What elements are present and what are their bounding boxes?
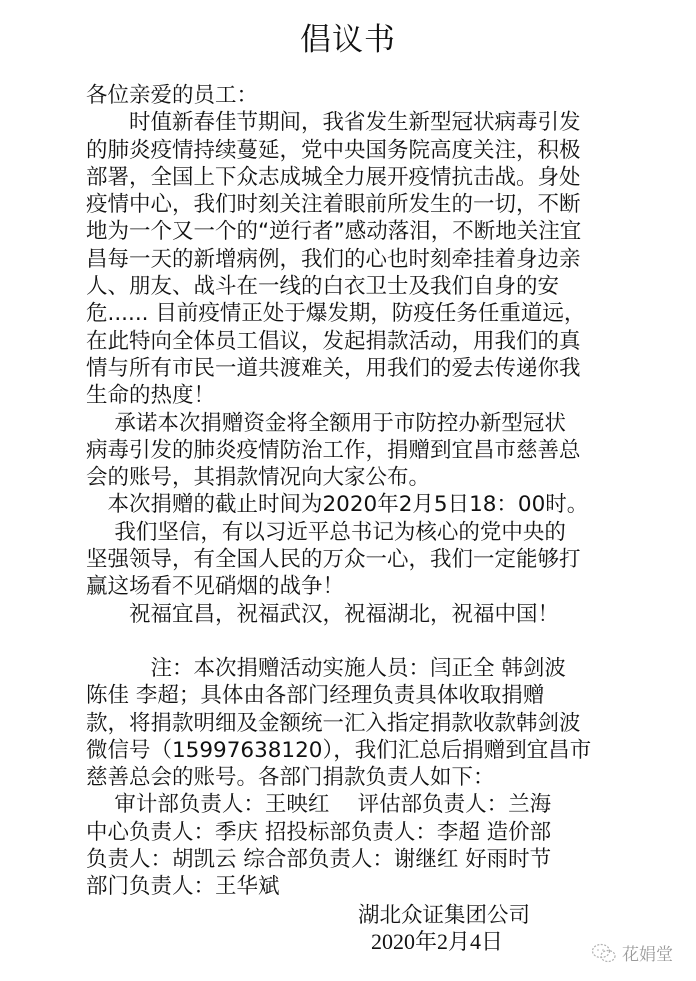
spacer	[86, 628, 616, 655]
body-line: 在此特向全体员工倡议，发起捐款活动，用我们的真	[86, 328, 581, 354]
watermark	[591, 940, 673, 965]
body-line: 人、朋友、战斗在一线的白衣卫士及我们自身的安	[86, 274, 560, 300]
body-line: 赢这场看不见硝烟的战争！	[86, 574, 345, 600]
note-line: 陈佳 李超；具体由各部门经理负责具体收取捐赠	[86, 683, 545, 709]
main-paragraphs	[86, 109, 616, 628]
note-line: 微信号（15997638120），我们汇总后捐赠到宜昌市	[86, 737, 592, 763]
note-line: 审计部负责人：王映红 评估部负责人：兰海	[86, 792, 552, 818]
note-line: 部门负责人：王华斌	[86, 874, 280, 900]
document-title: 倡议书	[300, 22, 396, 58]
body-line: 危...... 目前疫情正处于爆发期，防疫任务任重道远，	[86, 301, 586, 327]
note-line: 负责人：胡凯云 综合部负责人：谢继红 好雨时节	[86, 847, 552, 873]
body-line: 情与所有市民一道共渡难关，用我们的爱去传递你我	[86, 355, 581, 381]
body-line: 部署，全国上下众志成城全力展开疫情抗击战。身处	[86, 164, 581, 190]
body-line: 我们坚信，有以习近平总书记为核心的党中央的	[86, 519, 566, 545]
signature-date: 2020年2月4日	[371, 929, 504, 954]
note-line: 中心负责人：季庆 招投标部负责人：李超 造价部	[86, 819, 552, 845]
salutation: 各位亲爱的员工：	[86, 83, 259, 108]
note-line: 慈善总会的账号。各部门捐款负责人如下：	[86, 765, 495, 791]
body-line: 的肺炎疫情持续蔓延，党中央国务院高度关注，积极	[86, 137, 581, 163]
body-line: 会的账号，其捐款情况向大家公布。	[86, 465, 431, 491]
document-body	[86, 82, 616, 901]
watermark-text: 花娟堂	[622, 945, 673, 965]
body-line: 坚强领导，有全国人民的万众一心，我们一定能够打	[86, 547, 581, 573]
body-line: 病毒引发的肺炎疫情防治工作，捐赠到宜昌市慈善总	[86, 437, 581, 463]
deadline-line: 本次捐赠的截止时间为2020年2月5日18：00时。	[86, 492, 589, 518]
signature-company: 湖北众证集团公司	[358, 903, 531, 928]
note-line: 款，将捐款明细及金额统一汇入指定捐款收款韩剑波	[86, 710, 581, 736]
signature-block	[358, 903, 530, 955]
body-line: 时值新春佳节期间，我省发生新型冠状病毒引发	[86, 110, 581, 136]
body-line: 疫情中心，我们时刻关注着眼前所发生的一切，不断	[86, 192, 581, 218]
blessing-line: 祝福宜昌，祝福武汉，祝福湖北，祝福中国！	[86, 601, 560, 627]
body-line: 生命的热度！	[86, 383, 216, 409]
body-line: 昌每一天的新增病例，我们的心也时刻牵挂着身边亲	[86, 246, 581, 272]
note-line: 注：本次捐赠活动实施人员：闫正全 韩剑波	[86, 655, 566, 681]
body-line: 地为一个又一个的“逆行者”感动落泪，不断地关注宜	[86, 219, 582, 245]
body-line: 承诺本次捐赠资金将全额用于市防控办新型冠状	[86, 410, 566, 436]
wechat-icon	[591, 942, 617, 964]
note-section	[86, 655, 616, 901]
